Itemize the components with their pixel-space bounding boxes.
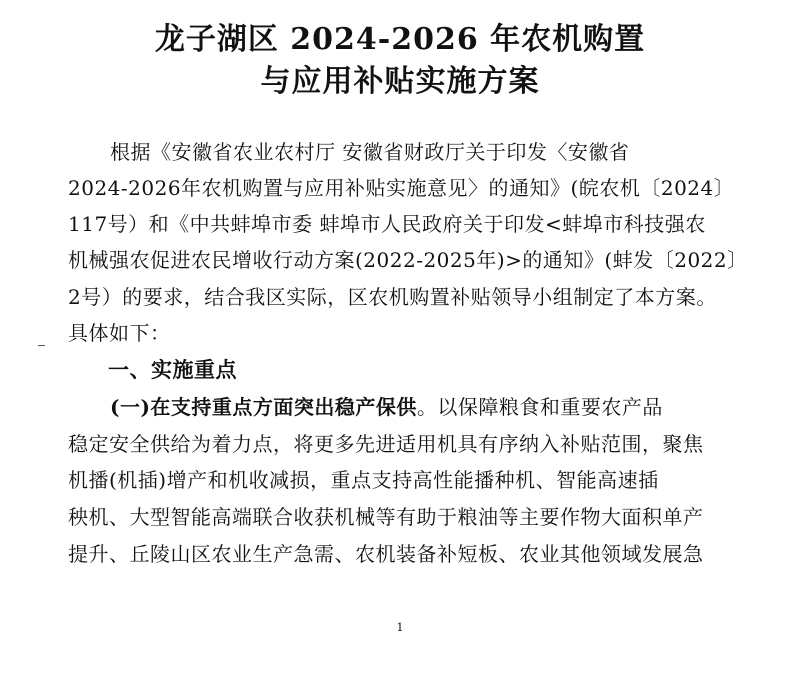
paragraph-line: 2号）的要求，结合我区实际，区农机购置补贴领导小组制定了本方案。 [68, 285, 717, 309]
page-number: 1 [396, 621, 404, 634]
paragraph-line: 机械强农促进农民增收行动方案(2022-2025年)>的通知》(蚌发〔2022〕 [68, 248, 748, 272]
paragraph-line: 根据《安徽省农业农村厅 安徽省财政厅关于印发〈安徽省 [110, 140, 630, 164]
document-title-line-2: 与应用补贴实施方案 [260, 64, 540, 99]
margin-mark [38, 345, 45, 346]
paragraph-line: 秧机、大型智能高端联合收获机械等有助于粮油等主要作物大面积单产 [68, 505, 704, 529]
paragraph-line: 2024-2026年农机购置与应用补贴实施意见〉的通知》(皖农机〔2024〕 [68, 176, 735, 200]
paragraph-line: 具体如下： [68, 321, 171, 345]
section-heading: 一、实施重点 [108, 357, 237, 382]
paragraph-line: 提升、丘陵山区农业生产急需、农机装备补短板、农业其他领域发展急 [68, 542, 704, 566]
subsection-line [110, 393, 750, 421]
document-title-line-1: 龙子湖区 2024-2026 年农机购置 [154, 22, 646, 57]
subsection-lead-text: 。以保障粮食和重要农产品 [416, 395, 663, 419]
paragraph-line: 117号）和《中共蚌埠市委 蚌埠市人民政府关于印发<蚌埠市科技强农 [68, 212, 706, 236]
paragraph-line: 稳定安全供给为着力点，将更多先进适用机具有序纳入补贴范围，聚焦 [68, 432, 704, 456]
paragraph-line: 机播(机插)增产和机收减损，重点支持高性能播种机、智能高速插 [68, 468, 659, 492]
subsection-heading: (一)在支持重点方面突出稳产保供 [110, 395, 417, 419]
